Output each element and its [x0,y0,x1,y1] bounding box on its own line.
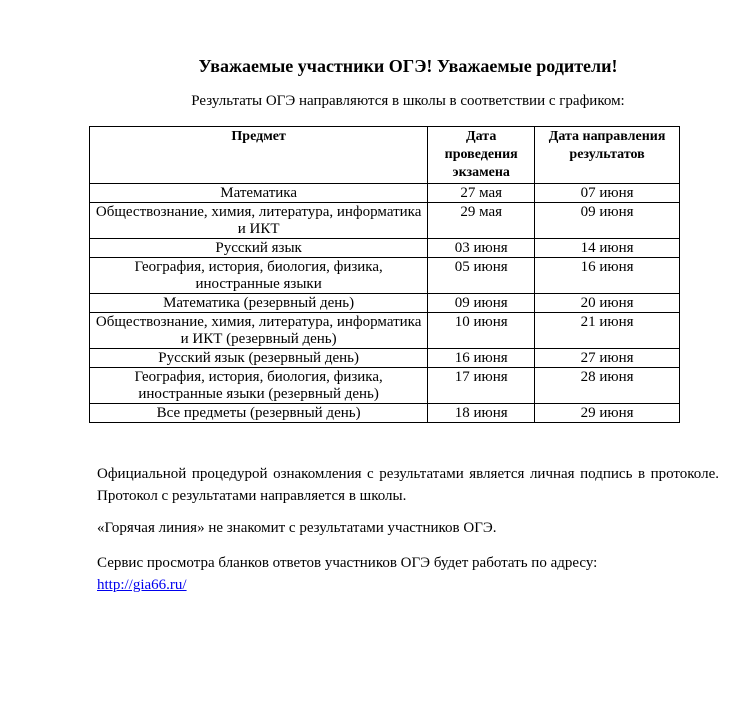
subject-cell: Обществознание, химия, литература, информатика и ИКТ (резервный день) [90,313,428,349]
table-row [90,404,680,423]
results-date-cell: 14 июня [535,239,680,258]
table-row [90,349,680,368]
subject-cell: География, история, биология, физика, иностранные языки (резервный день) [90,368,428,404]
results-date-cell: 09 июня [535,203,680,239]
results-date-cell: 28 июня [535,368,680,404]
results-date-cell: 29 июня [535,404,680,423]
subject-cell: Обществознание, химия, литература, информатика и ИКТ [90,203,428,239]
official-procedure-paragraph: Официальной процедурой ознакомления с результатами является личная подпись в протоколе. Протокол с результатами направляется в школы. [97,466,719,504]
subject-cell: Математика (резервный день) [90,294,428,313]
subject-cell: Все предметы (резервный день) [90,404,428,423]
header-subject: Предмет [90,127,428,184]
results-schedule-table [89,126,680,423]
exam-date-cell: 27 мая [428,184,535,203]
subject-cell: Математика [90,184,428,203]
results-date-cell: 07 июня [535,184,680,203]
service-link[interactable]: http://gia66.ru/ [97,577,187,593]
results-date-cell: 27 июня [535,349,680,368]
exam-date-cell: 09 июня [428,294,535,313]
exam-date-cell: 05 июня [428,258,535,294]
exam-date-cell: 10 июня [428,313,535,349]
page-title: Уважаемые участники ОГЭ! Уважаемые родители! [198,56,618,76]
subject-cell: Русский язык (резервный день) [90,349,428,368]
exam-date-cell: 29 мая [428,203,535,239]
hotline-paragraph: «Горячая линия» не знакомит с результатами участников ОГЭ. [97,520,497,536]
subject-cell: География, история, биология, физика, иностранные языки [90,258,428,294]
table-row [90,258,680,294]
service-paragraph [97,552,719,596]
exam-date-cell: 16 июня [428,349,535,368]
exam-date-cell: 18 июня [428,404,535,423]
table-row [90,184,680,203]
subject-cell: Русский язык [90,239,428,258]
table-row [90,294,680,313]
results-date-cell: 20 июня [535,294,680,313]
header-results-date: Дата направления результатов [535,127,680,184]
header-exam-date: Дата проведения экзамена [428,127,535,184]
table-row [90,239,680,258]
service-text: Сервис просмотра бланков ответов участников ОГЭ будет работать по адресу: [97,555,598,571]
schedule-intro: Результаты ОГЭ направляются в школы в соответствии с графиком: [191,93,625,109]
table-row [90,368,680,404]
results-date-cell: 21 июня [535,313,680,349]
results-date-cell: 16 июня [535,258,680,294]
table-row [90,313,680,349]
table-row [90,203,680,239]
table-header-row [90,127,680,184]
exam-date-cell: 17 июня [428,368,535,404]
exam-date-cell: 03 июня [428,239,535,258]
